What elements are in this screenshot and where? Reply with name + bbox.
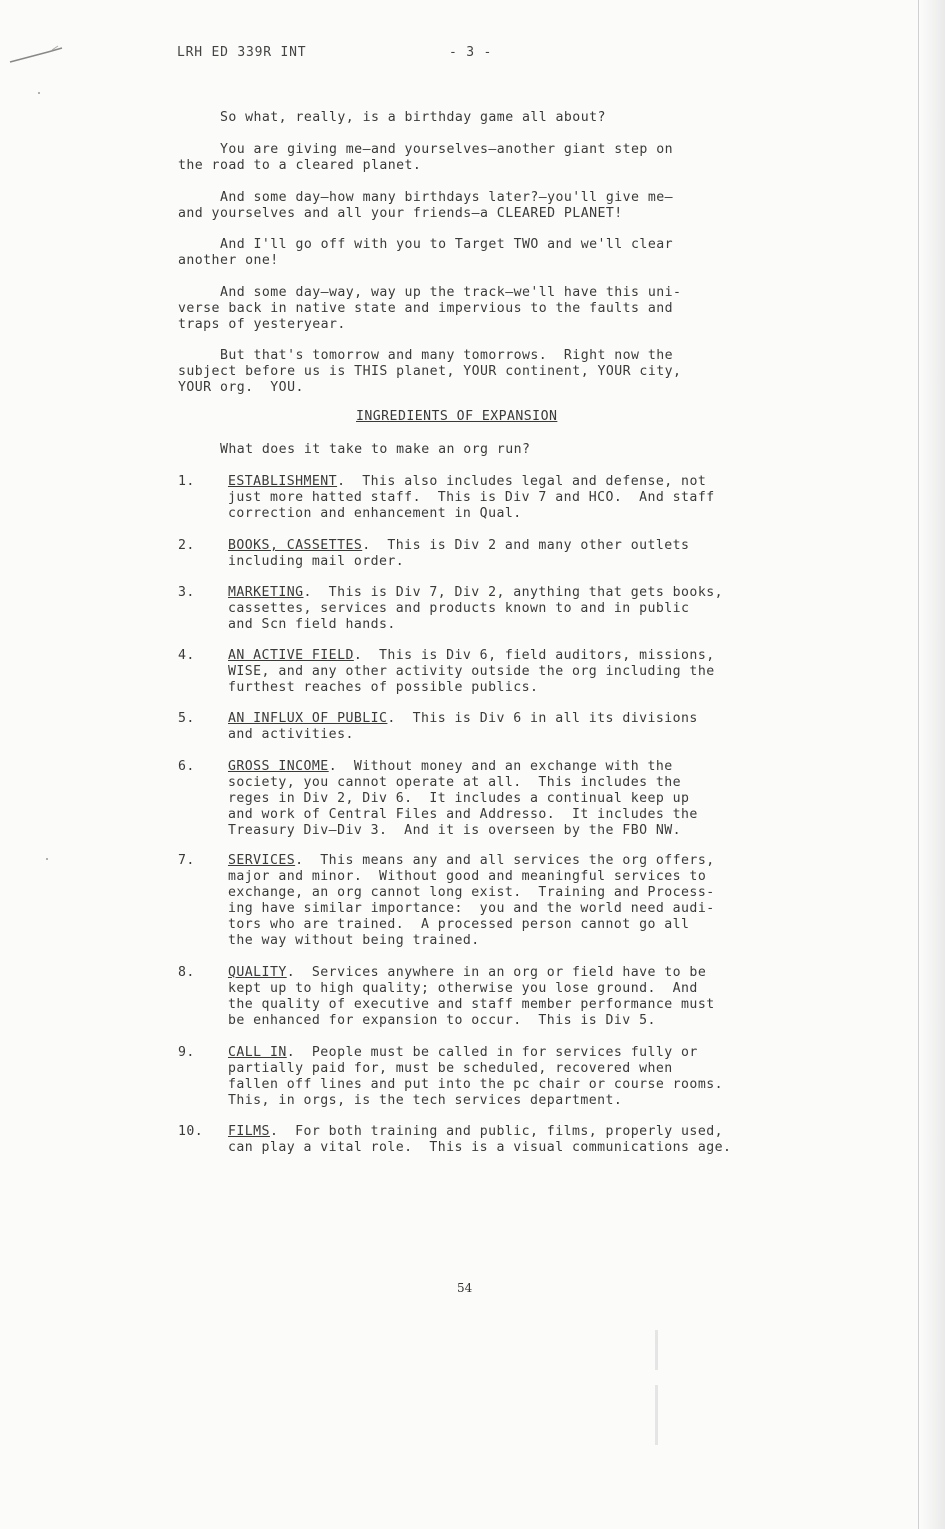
document-reference: LRH ED 339R INT (177, 45, 307, 60)
list-item-title: QUALITY (228, 965, 287, 980)
list-item-title: ESTABLISHMENT (228, 474, 338, 489)
section-heading: INGREDIENTS OF EXPANSION (356, 409, 558, 424)
list-item-number: 8. (178, 965, 195, 980)
list-item-body (228, 538, 808, 570)
list-item-number: 3. (178, 585, 195, 600)
list-item-title: AN INFLUX OF PUBLIC (228, 711, 388, 726)
list-item-title: BOOKS, CASSETTES (228, 538, 363, 553)
list-item-body (228, 759, 808, 839)
corner-scratch-mark (8, 44, 66, 64)
list-item-number: 6. (178, 759, 195, 774)
list-item-body (228, 711, 808, 743)
list-item-title: MARKETING (228, 585, 304, 600)
footer-page-number: 54 (457, 1281, 473, 1295)
list-item-text: . For both training and public, films, properly used, can play a vital role. This is a visual communications age. (228, 1124, 732, 1155)
list-item-text: . Services anywhere in an org or field have to be kept up to high quality; otherwise you lose ground. And the quality of executive and staff member performance must be enhanced for expansion to occur. This is Div 5. (228, 965, 715, 1028)
list-item-text: . This is Div 6 in all its divisions and activities. (228, 711, 698, 742)
list-item-text: . This is Div 2 and many other outlets including mail order. (228, 538, 690, 569)
list-item-title: GROSS INCOME (228, 759, 329, 774)
list-item-body (228, 1045, 808, 1109)
list-item-text: . Without money and an exchange with the society, you cannot operate at all. This includes the reges in Div 2, Div 6. It includes a continual keep up and work of Central Files and Addresso. It includes the Treasury Div—Div 3. And it is overseen by the FBO NW. (228, 759, 698, 838)
list-item-number: 9. (178, 1045, 195, 1060)
list-item-number: 10. (178, 1124, 204, 1139)
list-item-body (228, 648, 808, 696)
list-item-body (228, 965, 808, 1029)
intro-paragraph: What does it take to make an org run? (178, 442, 531, 457)
list-item-title: CALL IN (228, 1045, 287, 1060)
page-edge-shadow (921, 0, 945, 1529)
page-header (177, 45, 493, 60)
list-item-text: . This is Div 7, Div 2, anything that gets books, cassettes, services and products known to and in public and Scn field hands. (228, 585, 723, 632)
list-item-text: . This also includes legal and defense, not just more hatted staff. This is Div 7 and HCO. And staff correction and enhancement in Qual. (228, 474, 715, 521)
list-item-title: FILMS (228, 1124, 270, 1139)
list-item-body (228, 474, 808, 522)
list-item-text: . This means any and all services the org offers, major and minor. Without good and meaningful services to exchange, an org cannot long exist. Training and Process- ing have similar importance: you and the world need audi- tors who are trained. A processed person cannot go all the way without being trained. (228, 853, 715, 948)
list-item-number: 7. (178, 853, 195, 868)
paragraph: So what, really, is a birthday game all about? (178, 110, 606, 125)
paragraph: And some day—way, way up the track—we'll have this uni- verse back in native state and impervious to the faults and traps of yesteryear. (178, 285, 682, 332)
scan-speckle (655, 1330, 658, 1370)
list-item-number: 1. (178, 474, 195, 489)
list-item-number: 5. (178, 711, 195, 726)
paragraph: But that's tomorrow and many tomorrows. Right now the subject before us is THIS planet, YOUR continent, YOUR city, YOUR org. YOU. (178, 348, 682, 395)
list-item-title: SERVICES (228, 853, 296, 868)
list-item-number: 2. (178, 538, 195, 553)
speck-dot (46, 858, 48, 860)
list-item-body (228, 853, 808, 949)
paragraph: You are giving me—and yourselves—another giant step on the road to a cleared planet. (178, 142, 673, 173)
list-item-body (228, 585, 808, 633)
paragraph: And I'll go off with you to Target TWO and we'll clear another one! (178, 237, 673, 268)
page-edge-line (918, 0, 919, 1529)
list-item-title: AN ACTIVE FIELD (228, 648, 354, 663)
scan-speckle (655, 1385, 658, 1445)
list-item-body (228, 1124, 808, 1156)
list-item-text: . People must be called in for services fully or partially paid for, must be scheduled, recovered when fallen off lines and put into the pc chair or course rooms. This, in orgs, is the tech services department. (228, 1045, 723, 1108)
list-item-text: . This is Div 6, field auditors, missions, WISE, and any other activity outside the org including the furthest reaches of possible publics. (228, 648, 715, 695)
paragraph: And some day—how many birthdays later?—you'll give me— and yourselves and all your friends—a CLEARED PLANET! (178, 190, 673, 221)
speck-dot (38, 92, 40, 94)
header-page-number: - 3 - (449, 45, 493, 60)
list-item-number: 4. (178, 648, 195, 663)
